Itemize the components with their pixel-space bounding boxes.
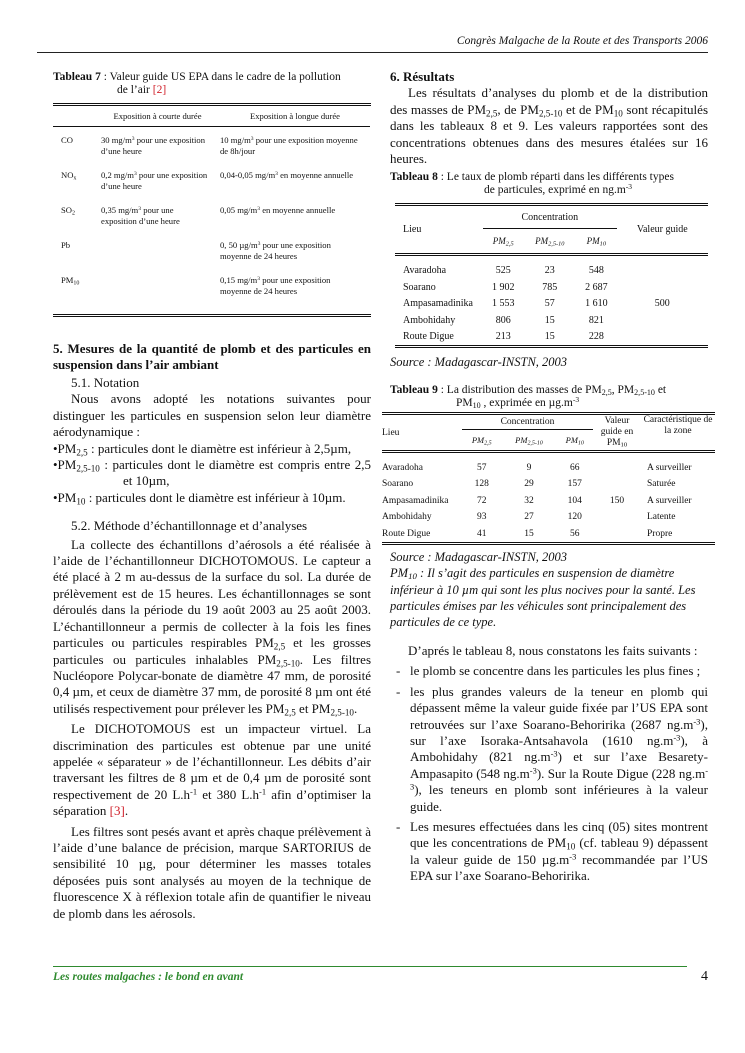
- superscript: 3: [257, 240, 261, 247]
- header-pm: [523, 229, 576, 255]
- subscript: 2,5-10: [538, 108, 563, 119]
- short-exposure-cell: [95, 275, 220, 310]
- subscript: 10: [76, 496, 86, 507]
- superscript: -3: [625, 182, 633, 192]
- value-cell: 548: [588, 265, 604, 277]
- value-cell: 1 902: [491, 281, 515, 293]
- subscript: 2,5: [273, 641, 286, 652]
- text-run: ), à Ambohidahy (821 ng.m: [410, 732, 708, 765]
- table-row: [53, 135, 370, 170]
- value-cell: 57: [544, 298, 555, 310]
- zone-cell: A surveiller: [647, 495, 692, 506]
- lieu-cell: Ambohidahy: [382, 512, 432, 523]
- text-run: 0,15 mg/m: [220, 275, 258, 285]
- text-run: Les mesures effectuées dans les cinq (05) sites montrent que les concentrations de PM: [410, 818, 708, 851]
- bold-label: Tableau 9: [390, 384, 438, 397]
- subscript: 10: [613, 108, 623, 119]
- header-pm: [557, 430, 593, 452]
- subscript: x: [73, 175, 77, 182]
- text-run: sont récapitulés dans les tableaux 8 et 9. Les valeurs rapportées sont des concentrations obtenues dans des mesures étalées sur 16 heures.: [390, 101, 708, 167]
- zone-cell: A surveiller: [647, 462, 692, 473]
- text-run: ). Sur la Route Digue (228 ng.m: [536, 765, 706, 781]
- text-run: : particules dont le diamètre est inférieur à 10µm.: [85, 489, 346, 505]
- lieu-cell: Avaradoha: [403, 265, 447, 277]
- superscript: -3: [673, 732, 681, 743]
- table-row: [382, 476, 715, 493]
- footer-tagline: Les routes malgaches : le bond en avant: [53, 971, 244, 983]
- bold-label: Tableau 8: [390, 171, 438, 184]
- superscript: -3: [572, 395, 580, 405]
- text-run: pour une exposition moyenne de 8h/jour: [220, 135, 358, 156]
- subscript: 2: [72, 210, 76, 217]
- text-run: 5.2. Méthode d’échantillonnage et d’analyses: [71, 518, 308, 534]
- header-zone: Caractéristique de la zone: [643, 415, 713, 437]
- text-run: 10 mg/m: [220, 135, 251, 145]
- rule-row: [382, 452, 715, 460]
- text-run: PM: [390, 566, 409, 581]
- value-cell: 15: [544, 331, 555, 343]
- text-run: 0, 50 µg/m: [220, 240, 258, 250]
- value-cell: 32: [524, 495, 534, 506]
- text-run: et les grosses particules ou particules inhalables PM: [53, 635, 371, 667]
- notation-list: [53, 441, 371, 507]
- lieu-cell: Avaradoha: [382, 462, 423, 473]
- lieu-cell: Soarano: [382, 479, 414, 490]
- table-row: [53, 170, 370, 205]
- text-run: ), les teneurs en plomb sont inférieures à la valeur guide.: [410, 782, 708, 814]
- header-pm: [462, 430, 501, 452]
- paragraph: [390, 85, 708, 167]
- value-cell: 56: [570, 528, 580, 539]
- header-pm: [501, 430, 556, 452]
- text-run: , PM: [611, 384, 635, 397]
- lieu-cell: Ampasamadinika: [382, 495, 449, 506]
- short-exposure-cell: [95, 205, 220, 240]
- subscript: 2,5-10: [76, 463, 100, 474]
- header-cell: [53, 106, 95, 127]
- superscript: 3: [131, 135, 135, 142]
- value-cell: 785: [542, 281, 558, 293]
- paragraph: [53, 537, 371, 717]
- text-run: pour une exposition d’une heure: [101, 135, 206, 156]
- subscript: 10: [408, 571, 417, 582]
- superscript: 3: [138, 205, 142, 212]
- paragraph: [53, 391, 371, 440]
- lieu-cell: Ampasamadinika: [403, 298, 473, 310]
- long-exposure-cell: [220, 170, 370, 205]
- value-cell: 525: [495, 265, 511, 277]
- text-run: : Valeur guide US EPA dans le cadre de la pollution: [100, 71, 341, 83]
- header-lieu: Lieu: [403, 224, 422, 236]
- table-rule: [53, 314, 371, 317]
- text-run: : Le taux de plomb réparti dans les différents types: [437, 171, 674, 184]
- table-rule: [395, 345, 708, 348]
- text-run: PM: [565, 435, 578, 446]
- value-cell: 1 553: [491, 298, 515, 310]
- text-run: pour une exposition moyenne de 24 heures: [220, 240, 331, 261]
- superscript: -1: [259, 786, 267, 797]
- value-cell: 128: [474, 479, 489, 490]
- superscript: 3: [250, 135, 254, 142]
- text-run: PM: [515, 435, 528, 446]
- text-run: PM: [471, 435, 485, 446]
- text-run: de particules, exprimé en ng.m: [484, 184, 626, 197]
- header-pm: [483, 229, 523, 255]
- subsection-5-1-heading: [53, 375, 371, 391]
- page-number: 4: [701, 969, 708, 984]
- subscript: 2,5-10: [276, 657, 300, 668]
- citation-link[interactable]: [2]: [152, 84, 167, 96]
- rule-row: [395, 255, 708, 263]
- text-run: et de PM: [562, 101, 614, 117]
- subscript: 10: [566, 841, 576, 852]
- text-run: 0,2 mg/m: [101, 170, 134, 180]
- table-header-row: [53, 106, 370, 127]
- table9-source: Source : Madagascar-INSTN, 2003: [390, 549, 568, 564]
- section6-heading: [390, 69, 708, 85]
- table7: [53, 106, 370, 310]
- value-cell: 821: [588, 314, 604, 326]
- subscript: 2,5: [505, 241, 514, 248]
- text-run: en moyenne annuelle: [260, 205, 336, 215]
- lieu-cell: Ambohidahy: [403, 314, 456, 326]
- footer-rule: [53, 966, 687, 967]
- citation-link[interactable]: [3]: [109, 803, 125, 819]
- notation-item: [53, 490, 371, 506]
- finding-item: [390, 819, 708, 885]
- value-cell: 213: [495, 331, 511, 343]
- superscript: 3: [257, 275, 261, 282]
- lieu-cell: Route Digue: [382, 528, 431, 539]
- text-run: D’aprés le tableau 8, nous constatons les faits suivants :: [408, 642, 698, 658]
- subscript: 2,5-10: [548, 241, 565, 248]
- text-run: •PM: [53, 489, 77, 505]
- text-run: NO: [61, 170, 74, 180]
- value-cell: 2 687: [585, 281, 608, 293]
- value-cell: 9: [526, 462, 532, 473]
- text-run: PM: [535, 236, 549, 247]
- text-run: CO: [61, 135, 73, 145]
- pollutant-cell: [53, 135, 95, 170]
- text-run: : Il s’agit des particules en suspension de diamètre inférieur à 10 µm qui sont les plus nocives pour la santé. Les particules émises par les véhicules sont principalement des particules de ce type.: [390, 566, 696, 630]
- long-exposure-cell: [220, 240, 370, 275]
- text-run: Les résultats d’analyses du plomb et de la distribution des masses de PM: [390, 85, 708, 117]
- findings-list: [390, 663, 708, 884]
- text-run: recommandée par l’US EPA sur l’axe Soarano-Behoririka.: [410, 851, 708, 884]
- item-text: [410, 663, 700, 678]
- table8-source: Source : Madagascar-INSTN, 2003: [390, 354, 568, 369]
- rule-cell: [53, 127, 370, 136]
- subscript: 2,5: [486, 108, 498, 119]
- text-run: Valeur guide en PM: [600, 416, 634, 449]
- text-run: •PM: [53, 457, 77, 473]
- superscript: -1: [190, 786, 198, 797]
- text-run: PM: [492, 236, 506, 247]
- table-header-row: [395, 206, 708, 229]
- value-cell: 27: [524, 512, 534, 523]
- pollutant-cell: [53, 205, 95, 240]
- text-run: et PM: [295, 700, 331, 716]
- text-run: , exprimée en µg.m: [480, 397, 573, 410]
- superscript: 3: [257, 205, 261, 212]
- table-row: [395, 262, 708, 279]
- subscript: 10: [73, 280, 80, 287]
- text-run: en moyenne annuelle: [277, 170, 354, 180]
- notation-item: [53, 457, 371, 490]
- text-run: 30 mg/m: [101, 135, 132, 145]
- text-run: PM: [586, 236, 600, 247]
- text-run: et 380 L.h: [197, 786, 260, 802]
- text-run: les plus grandes valeurs de la teneur en plomb qui dépassent même la valeur guide fixée par l’US EPA sont retrouvées sur l’axe Soarano-Behoririka (2687 ng.m: [410, 683, 708, 732]
- table9-caption: [390, 384, 708, 397]
- paragraph: [390, 643, 708, 659]
- table-row: [53, 240, 370, 275]
- text-run: de l’air: [117, 84, 153, 96]
- text-run: pour une exposition d’une heure: [101, 205, 180, 226]
- table7-caption-cont: [53, 84, 371, 97]
- text-run: afin d’optimiser la séparation: [53, 786, 371, 819]
- text-run: le plomb se concentre dans les particules les plus fines ;: [410, 663, 701, 679]
- text-run: Les filtres sont pesés avant et après chaque prélèvement à l’aide d’une balance de précision, marque SARTORIUS de sensibilité 10 µg, pour déterminer les masses totales déposées puis sont analysés au moyen de la technique de fluorescence X à réflexion totale afin de quantifier le niveau de plomb dans les aérosols.: [53, 823, 371, 921]
- finding-item: [390, 684, 708, 815]
- value-cell: 120: [567, 512, 582, 523]
- short-exposure-cell: [95, 170, 220, 205]
- table8-caption: [390, 171, 708, 184]
- long-exposure-cell: [220, 275, 370, 310]
- text-run: La collecte des échantillons d’aérosols a été réalisée à l’aide de l’échantillonneur DICHOTOMOUS. Le capteur a été placé à 2 m au-dessus de la surface du sol. La durée de prélèvement est de 15 heures. Les échantillonnages se sont déroulés dans la période du 19 août 2003 au 25 août 2003. L’échantillonneur a permis de collecter à la fois les fines particules ou particules respirables PM: [53, 536, 371, 651]
- pm10-note: [390, 565, 708, 631]
- lieu-cell: Soarano: [403, 281, 436, 293]
- table-rule: [382, 542, 715, 545]
- text-run: PM: [456, 397, 473, 410]
- text-run: •PM: [53, 440, 77, 456]
- text-run: .: [124, 803, 129, 819]
- running-header: Congrès Malgache de la Route et des Transports 2006: [456, 35, 708, 47]
- value-cell: 1 610: [585, 298, 608, 310]
- text-run: pour une exposition d’une heure: [101, 170, 208, 191]
- value-cell: 57: [476, 462, 487, 473]
- lieu-cell: Route Digue: [403, 331, 454, 343]
- text-run: Pb: [61, 240, 71, 250]
- rule-cell: [382, 452, 715, 460]
- text-run: Nous avons adopté les notations suivantes pour distinguer les particules en suspension selon leur diamètre aérodynamique :: [53, 391, 371, 440]
- pollutant-cell: [53, 240, 95, 275]
- bold-label: Tableau 7: [53, 71, 101, 83]
- table-row: [382, 525, 715, 542]
- header-rule-row: [53, 127, 370, 136]
- text-run: .: [353, 700, 358, 716]
- subscript: 2,5: [601, 388, 612, 398]
- rule-cell: [395, 255, 708, 263]
- paragraph: [53, 721, 371, 819]
- table9: [382, 415, 715, 542]
- text-run: pour une exposition moyenne de 24 heures: [220, 275, 331, 296]
- table8: [395, 206, 708, 345]
- value-cell: 228: [588, 331, 604, 343]
- text-run: ) et sur l’axe Besarety-Ampasapito (548 ng.m: [410, 749, 708, 781]
- table-header-row: [382, 415, 715, 430]
- header-cell: Exposition à courte durée: [113, 110, 202, 121]
- superscript: -3: [410, 765, 708, 792]
- header-valeur-guide: [593, 415, 641, 452]
- subscript: 2,5: [76, 446, 88, 457]
- text-run: : particules dont le diamètre est inférieur à 2,5µm,: [87, 440, 352, 456]
- superscript: -3: [529, 765, 537, 776]
- left-column: [53, 71, 371, 922]
- table-row: [382, 459, 715, 476]
- guide-value-cell: 150: [609, 495, 625, 506]
- superscript: 3: [133, 170, 137, 177]
- subscript: 10: [577, 440, 584, 447]
- value-cell: 29: [524, 479, 534, 490]
- zone-cell: Saturée: [647, 479, 676, 490]
- text-run: 6. Résultats: [390, 69, 455, 84]
- subscript: 2,5-10: [330, 706, 354, 717]
- superscript: 3: [275, 170, 278, 177]
- value-cell: 72: [476, 495, 487, 506]
- subscript: 10: [472, 401, 481, 411]
- text-run: : La distribution des masses de PM: [437, 384, 602, 397]
- zone-cell: Propre: [647, 528, 673, 539]
- subscript: 10: [599, 241, 606, 248]
- table-row: [53, 205, 370, 240]
- subsection-5-2-heading: [53, 518, 371, 534]
- table-row: [53, 275, 370, 310]
- header-concentration: Concentration: [483, 206, 617, 229]
- table8-caption-cont: [390, 184, 708, 197]
- item-text: [410, 819, 708, 883]
- section5-heading: [53, 341, 371, 373]
- value-cell: 66: [570, 462, 580, 473]
- value-cell: 23: [544, 265, 555, 277]
- superscript: -3: [693, 715, 701, 726]
- pollutant-cell: [53, 275, 95, 310]
- text-run: 5. Mesures de la quantité de plomb et des particules en suspension dans l’air ambiant: [53, 341, 371, 372]
- dash-bullet: -: [396, 683, 401, 699]
- text-run: 5.1. Notation: [71, 375, 140, 390]
- header-lieu: Lieu: [382, 427, 400, 438]
- text-run: 0,04-0,05 mg/m: [220, 170, 276, 180]
- subscript: 2,5-10: [634, 388, 655, 398]
- dash-bullet: -: [396, 818, 401, 834]
- text-run: 0,05 mg/m: [220, 205, 258, 215]
- table7-caption: [53, 71, 371, 84]
- value-cell: 806: [495, 314, 511, 326]
- short-exposure-cell: [95, 135, 220, 170]
- dash-bullet: -: [396, 663, 401, 679]
- pollutant-cell: [53, 170, 95, 205]
- text-run: 0,35 mg/m: [101, 205, 139, 215]
- text-run: , de PM: [497, 101, 539, 117]
- superscript: -3: [550, 748, 558, 759]
- header-concentration: Concentration: [462, 415, 593, 430]
- text-run: ), sur l’axe Isoraka-Antsahavola (1610 ng.m: [410, 716, 708, 748]
- long-exposure-cell: [220, 135, 370, 170]
- value-cell: 93: [476, 512, 487, 523]
- value-cell: 15: [524, 528, 534, 539]
- header-pm: [576, 229, 616, 255]
- superscript: -3: [569, 851, 577, 862]
- header-valeur-guide: Valeur guide: [636, 224, 688, 236]
- text-run: PM: [61, 275, 74, 285]
- value-cell: 41: [476, 528, 487, 539]
- text-run: et: [654, 384, 667, 397]
- text-run: SO: [61, 205, 72, 215]
- text-run: Le DICHOTOMOUS est un impacteur virtuel. La discrimination des particules est obtenue par une unité appelée « séparateur » de l’échantillonneur. Les débits d’air traversant les filtres de 8 µm et de 0,4 µm de porosité sont respectivement de 20 L.h: [53, 721, 371, 802]
- right-column: [382, 69, 713, 885]
- guide-value-cell: 500: [654, 298, 670, 310]
- header-cell: Exposition à longue durée: [250, 110, 340, 121]
- value-cell: 157: [567, 479, 582, 490]
- finding-item: [390, 663, 708, 679]
- text-run: : particules dont le diamètre est compris entre 2,5 et 10µm,: [99, 457, 371, 489]
- table-row: [382, 492, 715, 509]
- value-cell: 104: [567, 495, 582, 506]
- text-run: (cf. tableau 9) dépassent la valeur guide de 150 µg.m: [410, 835, 708, 867]
- short-exposure-cell: [95, 240, 220, 275]
- item-text: [410, 684, 708, 814]
- long-exposure-cell: [220, 205, 370, 240]
- subscript: 2,5: [284, 706, 296, 717]
- subscript: 2,5-10: [527, 440, 543, 447]
- text-run: . Les filtres Nucléopore Polycar-bonate de diamètre 47 mm, de porosité 0,4 µm, et ceux de diamètre 37 mm, de porosité 8 µm ont été utilisés respectivement pour prélever les PM: [53, 651, 372, 716]
- subscript: 10: [620, 442, 628, 449]
- table-row: [382, 509, 715, 526]
- subscript: 2,5: [484, 440, 492, 447]
- zone-cell: Latente: [647, 512, 676, 523]
- notation-item: [53, 441, 371, 457]
- paragraph: [53, 824, 371, 922]
- header-rule: [37, 52, 708, 53]
- value-cell: 15: [544, 314, 555, 326]
- table9-caption-cont: [390, 397, 708, 410]
